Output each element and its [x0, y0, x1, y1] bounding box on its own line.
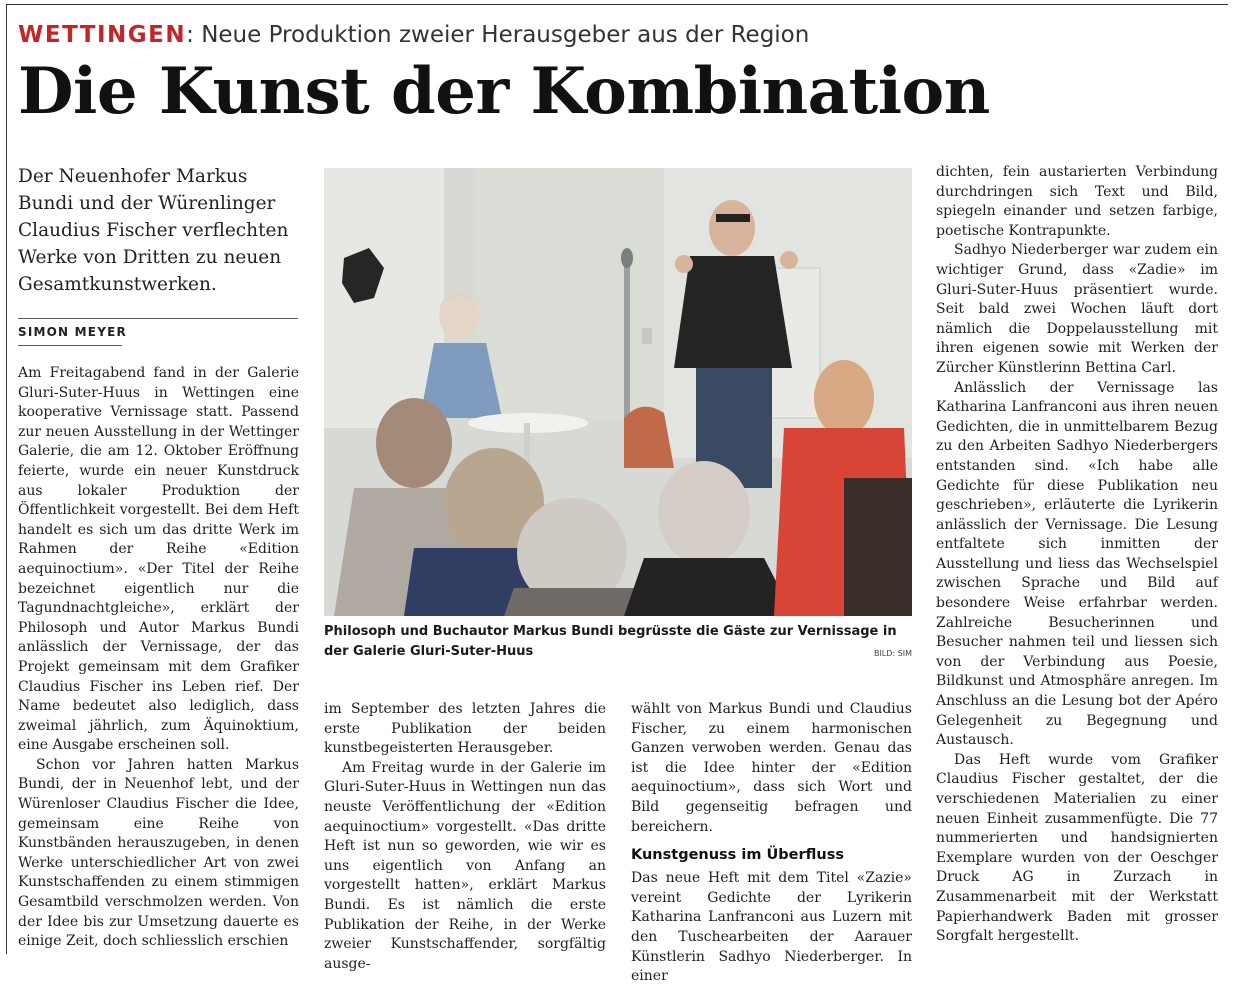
paragraph: im September des letzten Jahres die erste Publikation der beiden kunstbegeisterten Herausgeber. [324, 701, 606, 757]
paragraph: Das neue Heft mit dem Titel «Zazie» vereint Gedichte der Lyrikerin Katharina Lanfranconi aus Luzern mit den Tuschearbeiten der Aarauer Künstlerin Sadhyo Niederberger. In einer [631, 870, 912, 985]
article-column-1 [18, 364, 299, 956]
kicker [18, 20, 809, 50]
paragraph: Sadhyo Niederberger war zudem ein wichtiger Grund, dass «Zadie» im Gluri-Suter-Huus präsentiert wurde. Seit bald zwei Wochen läuft dort nämlich die Doppelausstellung mit ihren eigenen sowie mit Werken der Zürcher Künstlerinn Bettina Carl. [936, 242, 1218, 376]
paragraph: wählt von Markus Bundi und Claudius Fischer, zu einem harmonischen Ganzen verwoben werden. Genau das ist die Idee hinter der «Edition aequinoctium», dass sich Wort und Bild gegenseitig befragen und bereichern. [631, 701, 912, 835]
paragraph: Das Heft wurde vom Grafiker Claudius Fischer gestaltet, der die verschiedenen Materialien zu einer neuen Einheit zusammenfügte. Die 77 nummerierten und handsignierten Exemplare wurden von der Oeschger Druck AG in Zurzach in Zusammenarbeit mit der Werkstatt Papierhandwerk Baden mit grosser Sorgfalt hergestellt. [936, 751, 1218, 945]
article-column-4 [936, 163, 1218, 963]
paragraph: Anlässlich der Vernissage las Katharina Lanfranconi aus ihren neuen Gedichten, die in unmittelbarem Bezug zu den Arbeiten Sadhyo Niederbergers entstanden sind. «Ich habe alle Gedichte für diese Publikation neu geschrieben», erläuterte die Lyrikerin anlässlich der Vernissage. Die Lesung entfaltete sich inmitten der Ausstellung und liess das Wechselspiel zwischen Sprache und Bild auf besondere Weise erfahrbar werden. Zahlreiche Besucherinnen und Besucher nahmen teil und liessen sich von der Verbindung aus Poesie, Bildkunst und Atmosphäre anregen. Im Anschluss an die Lesung bot der Apéro Gelegenheit zu Begegnung und Austausch. [936, 379, 1218, 749]
left-rule [6, 4, 7, 954]
lead-divider [18, 318, 298, 319]
photo-illustration [324, 168, 912, 616]
subheading: Kunstgenuss im Überfluss [631, 847, 844, 864]
top-rule [6, 4, 1228, 5]
author-byline: SIMON MEYER [18, 325, 127, 339]
photo-caption: Philosoph und Buchautor Markus Bundi begrüsste die Gäste zur Vernissage in der Galerie Gluri-Suter-Huus [324, 624, 897, 659]
author-underline [18, 345, 122, 346]
kicker-text: Neue Produktion zweier Herausgeber aus der Region [193, 22, 810, 48]
article-column-2 [324, 700, 606, 972]
paragraph: Am Freitag wurde in der Galerie im Gluri-Suter-Huus in Wettingen nun das neuste Veröffentlichung der «Edition aequinoctium» vorgestellt. «Das dritte Heft ist nun so geworden, wie wir es uns eigentlich von Anfang an vorgestellt hatten», erklärt Markus Bundi. Es ist nämlich die erste Publikation der Reihe, in der Werke zweier Kunstschaffender, sorgfältig ausge- [324, 759, 606, 972]
paragraph: Schon vor Jahren hatten Markus Bundi, der in Neuenhof lebt, und der Würenloser Claudius Fischer die Idee, gemeinsam eine Reihe von Kunstbänden herauszugeben, in denen Werke unterschiedlicher Art von zwei Kunstschaffenden zu einem stimmigen Gesamtbild verschmolzen werden. Von der Idee bis zur Umsetzung dauerte es einige Zeit, doch schliesslich erschien [18, 756, 299, 950]
photo-credit: BILD: SIM [873, 649, 912, 658]
headline: Die Kunst der Kombination [18, 54, 990, 129]
kicker-separator: : [186, 22, 194, 48]
kicker-place: WETTINGEN [18, 22, 187, 48]
article-photo [324, 168, 912, 616]
paragraph: Am Freitagabend fand in der Galerie Gluri-Suter-Huus in Wettingen eine kooperative Vernissage statt. Passend zur neuen Ausstellung in der Wettinger Galerie, die am 12. Oktober Eröffnung feierte, wurde ein neuer Kunstdruck aus lokaler Produktion der Öffentlichkeit vorgestellt. Bei dem Heft handelt es sich um das dritte Werk im Rahmen der Reihe «Edition aequinoctium». «Der Titel der Reihe bezeichnet eigentlich nur die Tagundnachtgleiche», erklärt der Philosoph und Autor Markus Bundi anlässlich der Vernissage, der das Projekt gemeinsam mit dem Grafiker Claudius Fischer ins Leben rief. Der Name bedeutet also lediglich, dass zweimal jährlich, zum Äquinoktium, eine Ausgabe erscheinen soll. [18, 365, 299, 754]
paragraph: dichten, fein austarierten Verbindung durchdringen sich Text und Bild, spiegeln einander und setzen farbige, poetische Kontrapunkte. [936, 164, 1218, 239]
lead-paragraph: Der Neuenhofer Markus Bundi und der Würenlinger Claudius Fischer verflechten Werke von Dritten zu neuen Gesamtkunstwerken. [18, 166, 289, 295]
article-column-3 [631, 700, 912, 985]
